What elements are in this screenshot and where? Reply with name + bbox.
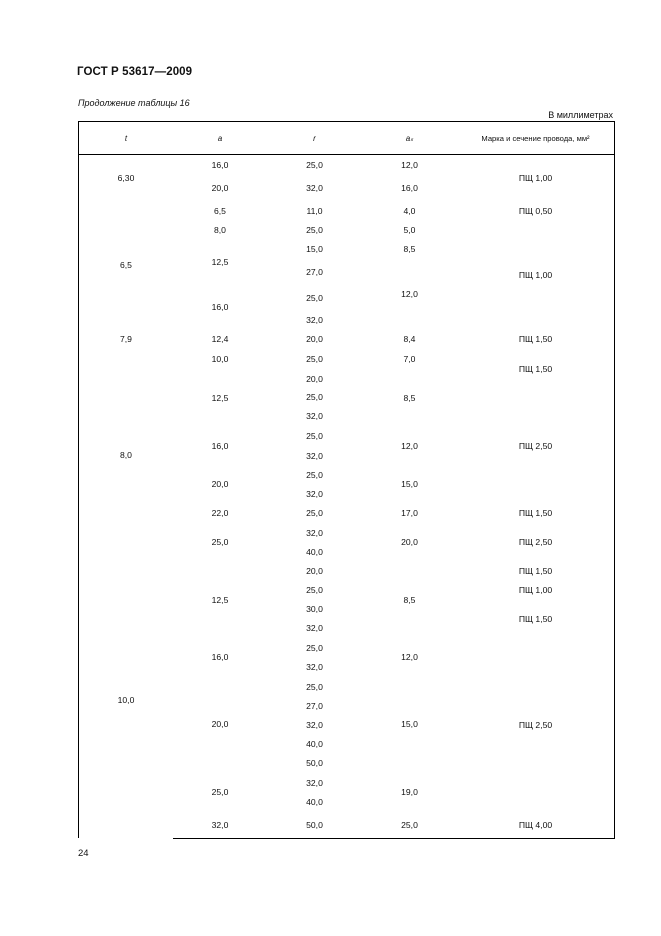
- as-cell: 4,0: [362, 201, 458, 222]
- r-cell: 50,0: [267, 754, 363, 773]
- as-cell: 12,0: [362, 638, 458, 677]
- as-cell: 12,0: [362, 155, 458, 175]
- header-t: t: [78, 121, 174, 156]
- wire-cell: ПЩ 1,00: [457, 221, 615, 330]
- r-cell: 32,0: [267, 174, 363, 202]
- r-cell: 32,0: [267, 715, 363, 735]
- r-cell: 25,0: [267, 580, 363, 601]
- r-cell: 25,0: [267, 285, 363, 312]
- r-cell: 32,0: [267, 618, 363, 639]
- r-cell: 25,0: [267, 638, 363, 658]
- r-cell: 32,0: [267, 446, 363, 466]
- r-cell: 25,0: [267, 503, 363, 524]
- as-cell: 12,0: [362, 426, 458, 466]
- as-cell: 17,0: [362, 503, 458, 524]
- document-header: ГОСТ Р 53617—2009: [77, 66, 193, 78]
- a-cell: 12,5: [173, 369, 268, 427]
- units-label: В миллиметрах: [548, 110, 613, 120]
- header-as: aₛ: [362, 121, 458, 156]
- as-cell: 20,0: [362, 523, 458, 562]
- r-cell: 32,0: [267, 657, 363, 677]
- as-cell: 8,4: [362, 329, 458, 350]
- as-cell: 8,5: [362, 369, 458, 427]
- r-cell: 40,0: [267, 542, 363, 562]
- r-cell: 20,0: [267, 329, 363, 350]
- a-cell: 16,0: [173, 638, 268, 677]
- wire-cell: ПЩ 1,50: [457, 349, 615, 389]
- r-cell: 27,0: [267, 697, 363, 716]
- r-cell: 27,0: [267, 259, 363, 286]
- header-rule: [78, 154, 614, 155]
- as-cell: 25,0: [362, 811, 458, 839]
- wire-cell: ПЩ 1,50: [457, 561, 615, 581]
- r-cell: 25,0: [267, 388, 363, 407]
- r-cell: 32,0: [267, 523, 363, 543]
- a-cell: 12,5: [173, 561, 268, 639]
- as-cell: 15,0: [362, 465, 458, 504]
- a-cell: 16,0: [173, 155, 268, 175]
- wire-cell: ПЩ 1,50: [457, 503, 615, 524]
- a-cell: 25,0: [173, 772, 268, 812]
- header-a: a: [173, 121, 268, 156]
- r-cell: 11,0: [267, 201, 363, 222]
- a-cell: 8,0: [173, 221, 268, 240]
- r-cell: 20,0: [267, 369, 363, 389]
- as-cell: 12,0: [362, 259, 458, 330]
- wire-cell: ПЩ 2,50: [457, 388, 615, 504]
- a-cell: 16,0: [173, 285, 268, 330]
- a-cell: 32,0: [173, 811, 268, 839]
- r-cell: 30,0: [267, 600, 363, 619]
- wire-cell: ПЩ 1,50: [457, 329, 615, 350]
- a-cell: 20,0: [173, 465, 268, 504]
- as-cell: 8,5: [362, 561, 458, 639]
- wire-cell: ПЩ 1,50: [457, 600, 615, 639]
- r-cell: 32,0: [267, 772, 363, 794]
- t-cell: 10,0: [78, 561, 174, 838]
- t-cell: 7,9: [78, 329, 174, 350]
- as-cell: 5,0: [362, 221, 458, 240]
- r-cell: 32,0: [267, 406, 363, 427]
- a-cell: 6,5: [173, 201, 268, 222]
- as-cell: 7,0: [362, 349, 458, 370]
- wire-cell: ПЩ 1,00: [457, 580, 615, 601]
- r-cell: 25,0: [267, 155, 363, 175]
- wire-cell: ПЩ 0,50: [457, 201, 615, 222]
- r-cell: 25,0: [267, 221, 363, 240]
- header-r: r: [267, 121, 363, 156]
- as-cell: 19,0: [362, 772, 458, 812]
- r-cell: 25,0: [267, 426, 363, 447]
- table-continuation-label: Продолжение таблицы 16: [78, 98, 190, 108]
- page-number: 24: [78, 848, 89, 859]
- a-cell: 16,0: [173, 426, 268, 466]
- a-cell: 12,5: [173, 239, 268, 286]
- header-wire: Марка и сечение провода, мм²: [457, 121, 615, 156]
- r-cell: 50,0: [267, 811, 363, 839]
- r-cell: 25,0: [267, 676, 363, 698]
- as-cell: 8,5: [362, 239, 458, 260]
- a-cell: 10,0: [173, 349, 268, 370]
- wire-cell: ПЩ 4,00: [457, 811, 615, 839]
- r-cell: 32,0: [267, 311, 363, 330]
- r-cell: 15,0: [267, 239, 363, 260]
- a-cell: 22,0: [173, 503, 268, 524]
- t-cell: 8,0: [78, 349, 174, 562]
- r-cell: 20,0: [267, 561, 363, 581]
- a-cell: 25,0: [173, 523, 268, 562]
- r-cell: 40,0: [267, 734, 363, 755]
- as-cell: 16,0: [362, 174, 458, 202]
- wire-cell: ПЩ 1,00: [457, 155, 615, 202]
- wire-cell: ПЩ 2,50: [457, 523, 615, 562]
- a-cell: 20,0: [173, 676, 268, 773]
- r-cell: 25,0: [267, 349, 363, 370]
- t-cell: 6,30: [78, 155, 174, 202]
- as-cell: 15,0: [362, 676, 458, 773]
- wire-cell: ПЩ 2,50: [457, 638, 615, 812]
- r-cell: 40,0: [267, 793, 363, 812]
- a-cell: 12,4: [173, 329, 268, 350]
- a-cell: 20,0: [173, 174, 268, 202]
- t-cell: 6,5: [78, 201, 174, 330]
- r-cell: 32,0: [267, 485, 363, 504]
- r-cell: 25,0: [267, 465, 363, 486]
